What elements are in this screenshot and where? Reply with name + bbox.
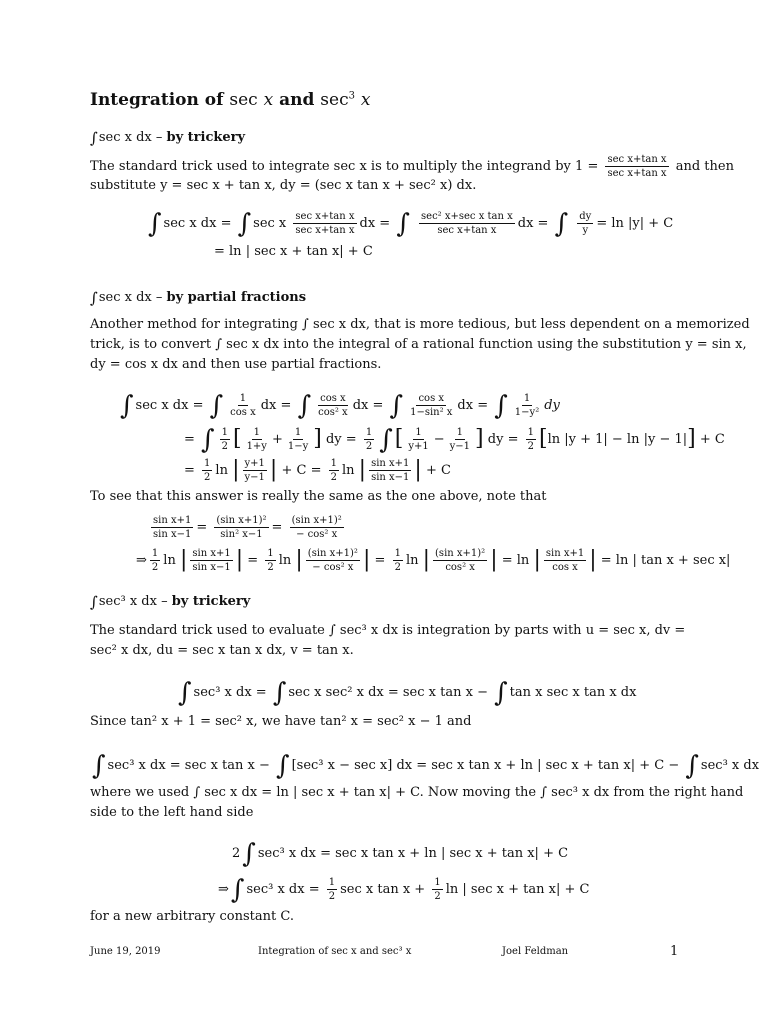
frac-den: 2 (221, 441, 228, 452)
frac-num: 1 (434, 877, 441, 888)
fraction (369, 458, 411, 483)
integral-sign: ∫ (396, 209, 410, 239)
heading-bold: by trickery (166, 130, 246, 145)
frac-num: 1 (456, 427, 464, 438)
frac-num: sec x+tan x (607, 154, 667, 165)
integral-sign: ∫ (389, 391, 404, 421)
equation-6 (232, 834, 569, 869)
frac-den: cos² x (445, 562, 475, 573)
para1-text-a: The standard trick used to integrate sec x is to multiply the integrand by 1 = (90, 159, 599, 174)
abs-bar: | (179, 547, 188, 572)
heading-dash: – (156, 594, 172, 609)
frac-den: 2 (330, 472, 337, 483)
right-bracket: ] (687, 426, 696, 451)
equals-sign: = (271, 520, 283, 535)
integral-sign: ∫ (230, 875, 245, 905)
frac-num: 1 (394, 548, 401, 559)
eq1-lhs: sec x dx = (163, 216, 232, 231)
title-x: x (263, 90, 274, 110)
equation-7 (218, 870, 590, 905)
footer-author: Joel Feldman (502, 946, 569, 957)
frac-den: 1−y² (514, 407, 540, 418)
eq3-ln: ln (163, 553, 176, 568)
frac-num: (sin x+1)² (307, 548, 358, 559)
frac-den: y−1 (244, 472, 265, 483)
right-bracket: ] (475, 426, 484, 451)
eq2-a4b: dy (544, 398, 560, 413)
equation-4 (176, 673, 637, 708)
paragraph-1-line-2: substitute y = sec x + tan x, dy = (sec x tan x + sec² x) dx. (90, 178, 477, 193)
fraction (245, 427, 269, 452)
fraction (526, 427, 536, 452)
eq1-t2b: dx = (359, 216, 391, 231)
title-prefix: Integration of (90, 90, 224, 110)
eq2-b0: = (184, 432, 195, 447)
page-number: 1 (670, 944, 679, 959)
eq7-m2: ln | sec x + tan x| + C (445, 882, 590, 897)
frac-num: dy (579, 211, 592, 222)
equation-1-line-2: = ln | sec x + tan x| + C (214, 244, 373, 259)
frac-den: 2 (527, 441, 534, 452)
fraction (290, 515, 344, 540)
abs-bar: | (295, 547, 303, 572)
equation-3-line-2 (136, 545, 730, 573)
frac-num: 1 (267, 548, 274, 559)
frac-num: 1 (328, 877, 336, 888)
eq2-c2: ln (215, 463, 228, 478)
heading-expr: sec x dx (98, 130, 152, 145)
eq2-a1b: dx = (260, 398, 292, 413)
integral-sign: ∫ (494, 678, 508, 708)
frac-den: 2 (204, 472, 211, 483)
frac-num: cos x (418, 393, 445, 404)
fraction (316, 393, 350, 418)
equation-5 (90, 746, 760, 781)
title-exp: 3 (348, 90, 355, 102)
paragraph-7: for a new arbitrary constant C. (90, 909, 294, 924)
fraction (432, 877, 442, 902)
eq3-r7: = ln (501, 553, 530, 568)
frac-den: 1+y (246, 441, 267, 452)
abs-bar: | (235, 547, 244, 572)
eq5-rhs: sec³ x dx (700, 758, 760, 773)
abs-bar: | (589, 547, 597, 572)
equation-3-line-1 (148, 515, 347, 540)
abs-bar: | (422, 547, 431, 572)
fraction (202, 458, 212, 483)
paragraph-6-line-2: side to the left hand side (90, 805, 254, 820)
paragraph-4-line-1: The standard trick used to evaluate ∫ sec³ x dx is integration by parts with u = sec x, dv = (90, 623, 686, 638)
integral-sign: ∫ (242, 839, 256, 869)
heading-bold: by partial fractions (166, 290, 307, 305)
fraction (448, 427, 472, 452)
heading-dash: – (151, 290, 167, 305)
eq2-b3: dy = (325, 432, 357, 447)
title-sec3: sec (320, 90, 349, 110)
integral-sign: ∫ (120, 391, 134, 421)
eq3-ln: ln (405, 553, 419, 568)
title-and: and (279, 90, 315, 110)
abs-bar: | (362, 547, 371, 572)
frac-den: sec x+tan x (437, 225, 497, 236)
frac-den: − cos² x (312, 562, 354, 573)
paragraph-2-line-3: dy = cos x dx and then use partial fractions. (90, 357, 382, 372)
integral-sign: ∫ (209, 391, 224, 421)
frac-den: sin x−1 (371, 472, 410, 483)
frac-den: 2 (394, 562, 401, 573)
eq1-t2: sec x (253, 216, 287, 231)
fraction (364, 427, 374, 452)
frac-den: − cos² x (296, 529, 338, 540)
frac-num: 1 (151, 548, 159, 559)
eq5-lhs: sec³ x dx = sec x tan x − (107, 758, 270, 773)
footer-date: June 19, 2019 (90, 946, 161, 957)
integral-sign: ∫ (494, 391, 508, 421)
frac-num: (sin x+1)² (216, 515, 267, 526)
heading-expr: sec³ x dx (98, 594, 157, 609)
frac-den: 2 (151, 562, 159, 573)
eq4-lhs: sec³ x dx = (193, 685, 267, 700)
footer-title: Integration of sec x and sec³ x (258, 946, 412, 957)
implies-arrow: ⇒ (218, 882, 229, 897)
integral-sign: ∫ (92, 751, 106, 781)
eq2-bplus: + (271, 432, 283, 447)
equals-sign: = (247, 553, 259, 568)
integral-sign: ∫ (276, 751, 290, 781)
frac-num: 1 (204, 458, 211, 469)
fraction (329, 458, 339, 483)
abs-bar: | (414, 457, 422, 482)
eq2-c6: ln (341, 463, 355, 478)
frac-num: 1 (415, 427, 422, 438)
eq2-lhs: sec x dx = (135, 398, 204, 413)
frac-num: 1 (365, 427, 373, 438)
paragraph-5: Since tan² x + 1 = sec² x, we have tan² x = sec² x − 1 and (90, 714, 472, 729)
section-heading-sec3-trickery (90, 591, 250, 609)
fraction (327, 877, 337, 902)
eq3-ln: ln (278, 553, 292, 568)
paragraph-3: To see that this answer is really the same as the one above, note that (90, 489, 547, 504)
frac-den: sin x−1 (153, 529, 192, 540)
eq2-a3b: dx = (457, 398, 489, 413)
heading-dash: – (151, 130, 167, 145)
fraction (286, 427, 310, 452)
frac-den: 2 (365, 441, 373, 452)
frac-den: y (582, 225, 589, 236)
fraction (419, 211, 515, 236)
right-bracket: ] (313, 426, 322, 451)
eq2-c8: + C (425, 463, 451, 478)
frac-num: cos x (320, 393, 346, 404)
frac-den: 1−y (287, 441, 309, 452)
fraction (408, 393, 454, 418)
frac-num: 1 (239, 393, 247, 404)
frac-num: y+1 (244, 458, 265, 469)
equation-1-line-1 (146, 204, 674, 239)
eq6-coef: 2 (232, 846, 241, 861)
section-heading-sec-trickery (90, 127, 245, 145)
frac-den: sin² x−1 (220, 529, 263, 540)
equation-2-line-2 (184, 420, 725, 455)
frac-den: sec x+tan x (607, 168, 667, 179)
abs-bar: | (358, 457, 367, 482)
frac-num: 1 (523, 393, 531, 404)
integral-sign: ∫ (685, 751, 699, 781)
frac-num: sec x+tan x (295, 211, 355, 222)
eq2-a2b: dx = (352, 398, 384, 413)
eq2-b9: ln |y + 1| − ln |y − 1| (547, 432, 688, 447)
fraction (605, 154, 668, 179)
frac-num: (sin x+1)² (435, 548, 486, 559)
fraction (306, 548, 360, 573)
frac-den: 2 (328, 891, 336, 902)
integral-sign: ∫ (178, 678, 192, 708)
abs-bar: | (232, 457, 240, 482)
eq1-t3b: dx = (517, 216, 549, 231)
fraction (433, 548, 487, 573)
eq2-b10: + C (699, 432, 725, 447)
frac-num: sin x+1 (545, 548, 585, 559)
eq2-c4: + C = (281, 463, 322, 478)
fraction (406, 427, 430, 452)
frac-den: sin x−1 (192, 562, 231, 573)
left-bracket: [ (394, 426, 404, 451)
frac-den: y+1 (408, 441, 429, 452)
integral-sign: ∫ (237, 209, 252, 239)
frac-den: cos x (552, 562, 578, 573)
title-x2: x (360, 90, 371, 110)
fraction (544, 548, 586, 573)
eq1-t4: = ln |y| + C (596, 216, 674, 231)
left-bracket: [ (232, 426, 242, 451)
equals-sign: = (374, 553, 386, 568)
eq6-rhs: sec³ x dx = sec x tan x + ln | sec x + tan x| + C (257, 846, 569, 861)
eq7-lhs: sec³ x dx = (246, 882, 320, 897)
para1-text-b: and then (675, 159, 734, 174)
eq2-c0: = (184, 463, 195, 478)
integral-sign: ∫ (379, 425, 393, 455)
frac-num: 1 (253, 427, 260, 438)
fraction (293, 211, 356, 236)
fraction (393, 548, 403, 573)
eq5-mid: [sec³ x − sec x] dx = sec x tan x + ln | sec x + tan x| + C − (291, 758, 680, 773)
frac-den: cos x (230, 407, 256, 418)
title-sec: sec (229, 90, 258, 110)
frac-den: sec x+tan x (295, 225, 355, 236)
frac-den: 2 (434, 891, 441, 902)
integral-sign: ∫ (90, 129, 98, 147)
integral-sign: ∫ (90, 289, 98, 307)
frac-den: cos² x (318, 407, 348, 418)
frac-num: sin x+1 (153, 515, 192, 526)
frac-den: y−1 (449, 441, 471, 452)
fraction (214, 515, 268, 540)
integral-sign: ∫ (201, 425, 215, 455)
frac-den: 1−sin² x (410, 407, 453, 418)
integral-sign: ∫ (272, 678, 287, 708)
frac-num: (sin x+1)² (291, 515, 342, 526)
section-heading-sec-partial-fractions (90, 287, 306, 305)
frac-den: 2 (267, 562, 274, 573)
left-bracket: [ (538, 426, 548, 451)
integral-sign: ∫ (554, 209, 569, 239)
frac-num: 1 (221, 427, 228, 438)
eq2-b7: dy = (487, 432, 519, 447)
fraction (190, 548, 232, 573)
eq4-rhs: tan x sec x tan x dx (509, 685, 637, 700)
fraction (243, 458, 267, 483)
heading-bold: by trickery (171, 594, 251, 609)
abs-bar: | (490, 547, 498, 572)
equation-2-line-1 (118, 386, 560, 421)
abs-bar: | (269, 457, 278, 482)
eq3-r9: = ln | tan x + sec x| (600, 553, 731, 568)
fraction (577, 211, 593, 236)
frac-num: 1 (330, 458, 337, 469)
fraction (220, 427, 230, 452)
implies-arrow: ⇒ (136, 553, 147, 568)
fraction (265, 548, 275, 573)
fraction (151, 515, 193, 540)
paragraph-4-line-2: sec² x dx, du = sec x tan x dx, v = tan x. (90, 643, 354, 658)
abs-bar: | (533, 547, 541, 572)
equals-sign: = (196, 520, 208, 535)
fraction (513, 393, 541, 418)
eq4-mid: sec x sec² x dx = sec x tan x − (288, 685, 488, 700)
frac-num: 1 (294, 427, 302, 438)
paragraph-2-line-2: trick, is to convert ∫ sec x dx into the integral of a rational function using the substitution y = sin x, (90, 337, 747, 352)
integral-sign: ∫ (90, 593, 98, 611)
equation-2-line-3 (184, 455, 451, 483)
frac-num: sin x+1 (192, 548, 231, 559)
fraction (228, 393, 258, 418)
paragraph-2-line-1: Another method for integrating ∫ sec x dx, that is more tedious, but less dependent on a memorized (90, 317, 750, 332)
fraction (150, 548, 160, 573)
frac-num: 1 (527, 427, 534, 438)
eq2-bminus: − (433, 432, 445, 447)
paragraph-6-line-1: where we used ∫ sec x dx = ln | sec x + tan x| + C. Now moving the ∫ sec³ x dx from the right hand (90, 785, 744, 800)
page-title (90, 90, 370, 110)
integral-sign: ∫ (297, 391, 312, 421)
frac-num: sin x+1 (371, 458, 410, 469)
heading-expr: sec x dx (98, 290, 152, 305)
integral-sign: ∫ (148, 209, 162, 239)
frac-num: sec² x+sec x tan x (421, 211, 513, 222)
eq7-m1: sec x tan x + (340, 882, 426, 897)
